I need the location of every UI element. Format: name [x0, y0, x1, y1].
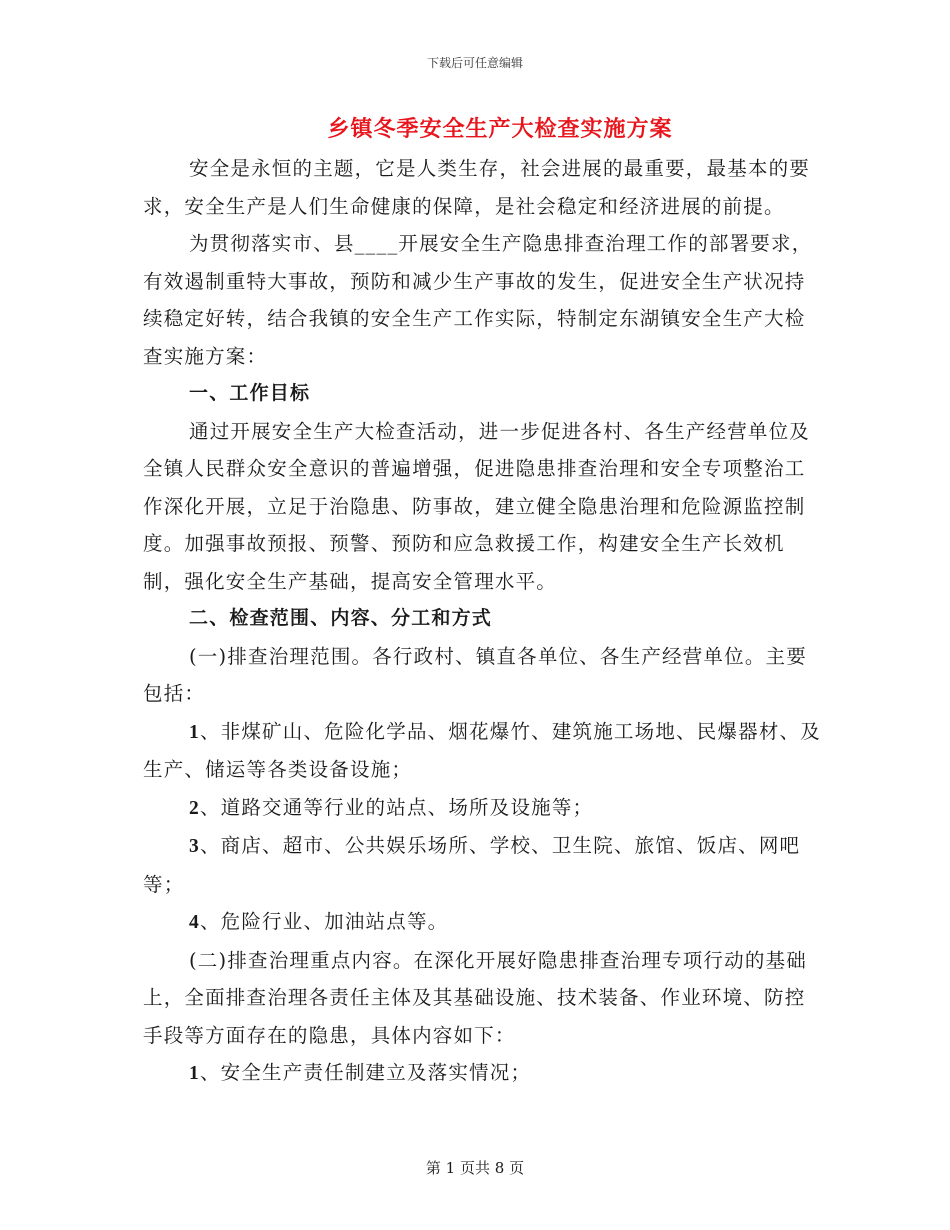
list-item-number: 3 — [189, 836, 200, 857]
list-item-text: 、道路交通等行业的站点、场所及设施等； — [199, 795, 594, 819]
document-body — [143, 150, 823, 1093]
list-item — [143, 1054, 823, 1093]
list-item — [143, 903, 823, 942]
list-item-text: 、商店、超市、公共娱乐场所、学校、卫生院、旅馆、饭店、网吧等； — [143, 834, 801, 896]
list-item — [143, 713, 823, 789]
list-item-text: 、危险行业、加油站点等。 — [199, 910, 449, 933]
paragraph-scope: (一)排查治理范围。各行政村、镇直各单位、各生产经营单位。主要包括： — [143, 644, 807, 705]
paragraph-key-content: (二)排查治理重点内容。在深化开展好隐患排查治理专项行动的基础上，全面排查治理各责任主体及其基础设施、技术装备、作业环境、防控手段等方面存在的隐患，具体内容如下： — [143, 948, 807, 1047]
document-title: 乡镇冬季安全生产大检查实施方案 — [327, 116, 673, 142]
list-item-number: 2 — [189, 797, 200, 819]
list-item-number: 1 — [189, 721, 200, 743]
section-heading-scope: 二、检查范围、内容、分工和方式 — [189, 607, 493, 629]
paragraph-intro: 安全是永恒的主题，它是人类生存，社会进展的最重要，最基本的要求，安全生产是人们生命健康的保障，是社会稳定和经济进展的前提。 — [143, 157, 811, 218]
list-item-text: 、非煤矿山、危险化学品、烟花爆竹、建筑施工场地、民爆器材、及生产、储运等各类设备设施； — [143, 719, 821, 781]
list-item — [143, 789, 823, 828]
paragraph-purpose: 为贯彻落实市、县____开展安全生产隐患排查治理工作的部署要求，有效遏制重特大事故，预防和减少生产事故的发生，促进安全生产状况持续稳定好转，结合我镇的安全生产工作实际，特制定东湖镇安全生产大检查实施方案： — [143, 232, 813, 368]
paragraph-goals: 通过开展安全生产大检查活动，进一步促进各村、各生产经营单位及全镇人民群众安全意识的普遍增强，促进隐患排查治理和安全专项整治工作深化开展，立足于治隐患、防事故，建立健全隐患治理和危险源监控制度。加强事故预报、预警、预防和应急救援工作，构建安全生产长效机制，强化安全生产基础，提高安全管理水平。 — [143, 419, 811, 593]
list-item — [143, 827, 823, 903]
list-item-number: 4 — [189, 912, 200, 933]
list-item-number: 1 — [189, 1063, 200, 1084]
header-note: 下载后可任意编辑 — [426, 56, 523, 70]
list-item-text: 、安全生产责任制建立及落实情况； — [199, 1061, 532, 1084]
section-heading-goals: 一、工作目标 — [189, 382, 311, 404]
page-footer: 第 1 页共 8 页 — [425, 1159, 525, 1177]
